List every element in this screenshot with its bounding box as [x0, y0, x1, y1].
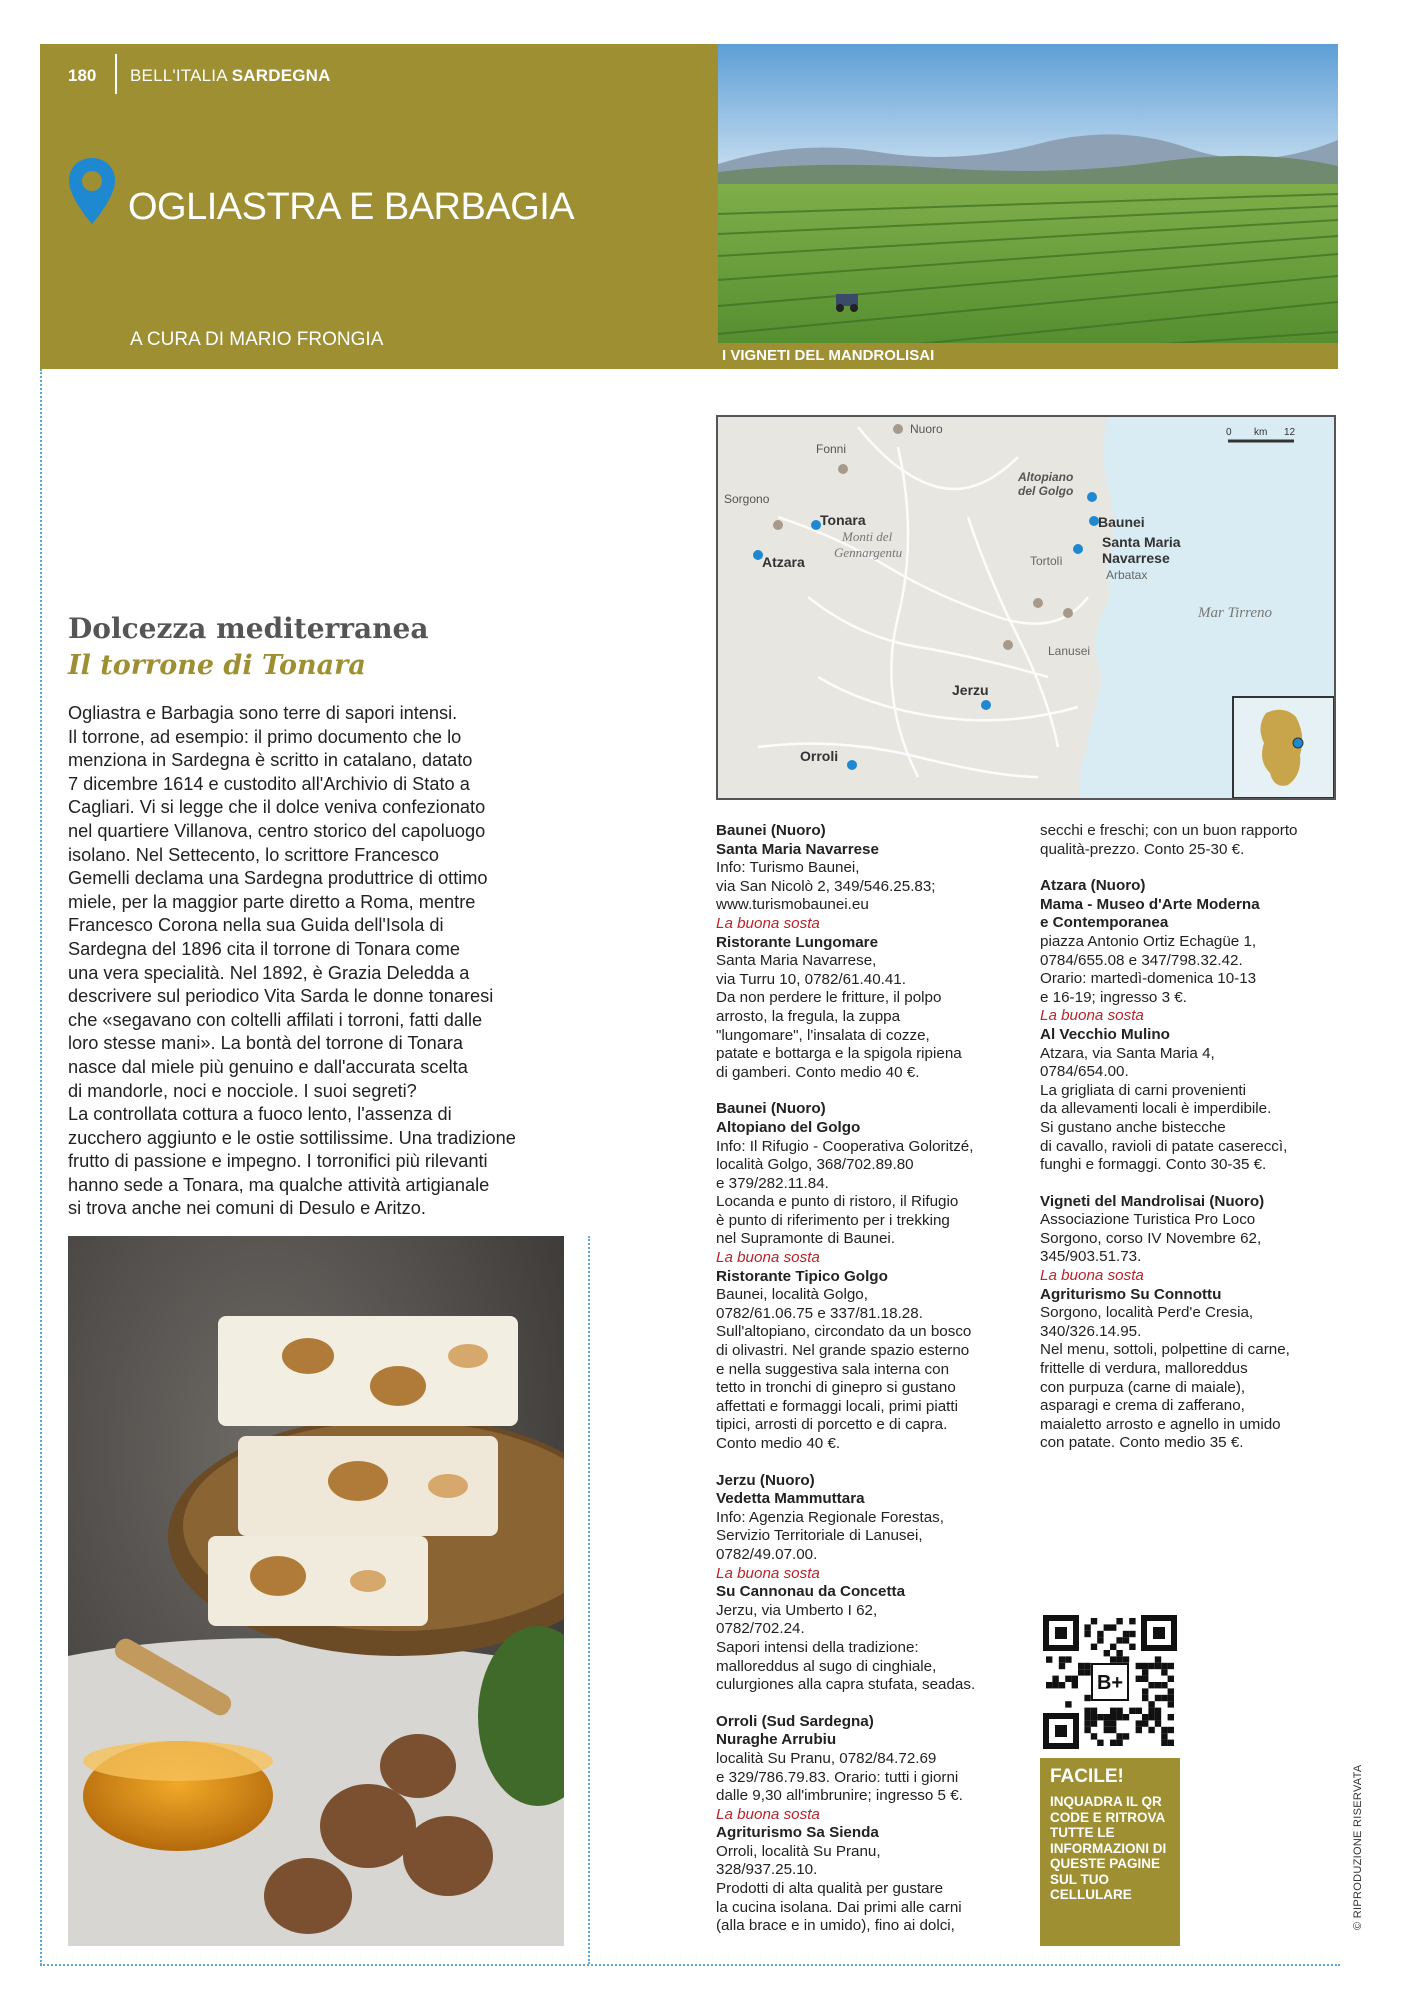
listing-line: Orroli, località Su Pranu,	[716, 1842, 881, 1860]
listing-line: con patate. Conto medio 35 €.	[1040, 1434, 1244, 1452]
listing-line: maialetto arrosto e agnello in umido	[1040, 1415, 1281, 1433]
listing-line: tipici, arrosti di porcetto e di capra.	[716, 1416, 948, 1434]
header-divider	[115, 54, 117, 94]
listing-line: di gamberi. Conto medio 40 €.	[716, 1063, 920, 1081]
article-line: La controllata cottura a fuoco lento, l'assenza di	[68, 1104, 452, 1125]
map-label-sea: Mar Tirreno	[1198, 605, 1273, 621]
listing-line: da allevamenti locali è imperdibile.	[1040, 1100, 1272, 1118]
listing-line: Sorgono, corso IV Novembre 62,	[1040, 1229, 1262, 1247]
listing-gap	[716, 1082, 1026, 1100]
guide-left	[40, 369, 42, 1965]
listing-heading: Nuraghe Arrubiu	[716, 1731, 837, 1749]
listing-line: e 16-19; ingresso 3 €.	[1040, 988, 1187, 1006]
listing-section-label: La buona sosta	[1040, 1267, 1144, 1285]
listing-line: "lungomare", l'insalata di cozze,	[716, 1026, 930, 1044]
map-label-arbatax: Arbatax	[1106, 568, 1148, 582]
map-label-tortoli: Tortolì	[1030, 554, 1063, 568]
listing-line: secchi e freschi; con un buon rapporto	[1040, 822, 1298, 839]
article-body	[68, 702, 588, 1221]
copyright-notice: © RIPRODUZIONE RISERVATA	[1352, 1764, 1364, 1930]
listing-line: Sull'altopiano, circondato da un bosco	[716, 1323, 972, 1341]
listing-line: funghi e formaggi. Conto 30-35 €.	[1040, 1156, 1267, 1174]
listing-gap	[1040, 859, 1340, 877]
qr-callout-title: FACILE!	[1050, 1766, 1124, 1787]
header-band	[40, 44, 718, 369]
listing-line: Nel menu, sottoli, polpettine di carne,	[1040, 1341, 1290, 1359]
map-label-baunei: Baunei	[1098, 514, 1145, 530]
map-label-sorgono: Sorgono	[724, 492, 770, 506]
article-line: frutto di passione e impegno. I torronifici più rilevanti	[68, 1151, 488, 1172]
article-line: Gemelli declama una Sardegna produttrice di ottimo	[68, 868, 488, 889]
article-line: Sardegna del 1896 cita il torrone di Tonara come	[68, 938, 460, 959]
map-label-atzara: Atzara	[762, 554, 805, 570]
listing-column-1	[716, 822, 1026, 1936]
article-title: Dolcezza mediterranea	[68, 612, 429, 645]
listing-line: www.turismobaunei.eu	[716, 896, 869, 914]
guide-photo-right	[588, 1236, 590, 1964]
listing-line: culurgiones alla capra stufata, seadas.	[716, 1676, 976, 1694]
listing-line: Info: Turismo Baunei,	[716, 859, 860, 877]
magazine-title: BELL'ITALIA	[130, 66, 227, 85]
guide-bottom	[40, 1964, 1340, 1966]
listing-line: 345/903.51.73.	[1040, 1248, 1142, 1266]
listing-line: Conto medio 40 €.	[716, 1435, 841, 1452]
listing-line: dalle 9,30 all'imbrunire; ingresso 5 €.	[716, 1787, 963, 1805]
listing-heading: Ristorante Lungomare	[716, 933, 879, 951]
listing-line: Info: Il Rifugio - Cooperativa Goloritzé,	[716, 1137, 974, 1155]
listing-heading: Vigneti del Mandrolisai (Nuoro)	[1040, 1192, 1265, 1210]
listing-line: qualità-prezzo. Conto 25-30 €.	[1040, 840, 1245, 858]
listing-column-2	[1040, 822, 1340, 1453]
article-line: miele, per la maggior parte diretto a Roma, mentre	[68, 891, 476, 912]
listing-line: La grigliata di carni provenienti	[1040, 1081, 1246, 1099]
listing-line: località Su Pranu, 0782/84.72.69	[716, 1749, 937, 1767]
listing-line: 0782/702.24.	[716, 1620, 805, 1638]
listing-heading: Jerzu (Nuoro)	[716, 1471, 815, 1489]
listing-heading: Altopiano del Golgo	[716, 1118, 861, 1136]
article-line: descrivere sul periodico Vita Sarda le donne tonaresi	[68, 986, 494, 1007]
magazine-name	[130, 66, 331, 86]
listing-line: piazza Antonio Ortiz Echagüe 1,	[1040, 932, 1257, 950]
map-label-fonni: Fonni	[816, 442, 847, 456]
listing-line: Jerzu, via Umberto I 62,	[716, 1601, 878, 1619]
listing-line: 340/326.14.95.	[1040, 1322, 1142, 1340]
listing-gap	[1040, 1175, 1340, 1193]
listing-line: di cavallo, ravioli di patate casereccì,	[1040, 1137, 1288, 1155]
listing-line: 0784/654.00.	[1040, 1063, 1129, 1081]
article-line: loro stesse mani». La bontà del torrone di Tonara	[68, 1033, 463, 1054]
listing-line: è punto di riferimento per i trekking	[716, 1211, 950, 1229]
map-label-jerzu: Jerzu	[952, 682, 989, 698]
article-line: Francesco Corona nella sua Guida dell'Isola di	[68, 915, 444, 936]
listing-line: (alla brace e in umido), fino ai dolci,	[716, 1917, 955, 1935]
listing-heading: Al Vecchio Mulino	[1040, 1025, 1170, 1043]
scale-end: 12	[1284, 427, 1296, 438]
qr-code[interactable]	[1040, 1612, 1180, 1752]
map-label-tonara: Tonara	[820, 512, 866, 528]
article-line: Ogliastra e Barbagia sono terre di sapori intensi.	[68, 703, 458, 723]
article-line: Il torrone, ad esempio: il primo documento che lo	[68, 726, 462, 747]
listing-line: 0784/655.08 e 347/798.32.42.	[1040, 951, 1243, 969]
region-title: OGLIASTRA E BARBAGIA	[128, 186, 575, 228]
listing-line: arrosto, la fregula, la zuppa	[716, 1007, 901, 1025]
listing-line: Info: Agenzia Regionale Forestas,	[716, 1508, 944, 1526]
listing-gap	[716, 1695, 1026, 1713]
listing-line: e 329/786.79.83. Orario: tutti i giorni	[716, 1768, 959, 1786]
map-label-orroli: Orroli	[800, 748, 839, 764]
magazine-section: SARDEGNA	[231, 66, 331, 85]
listing-section-label: La buona sosta	[716, 1564, 820, 1582]
listing-line: Da non perdere le fritture, il polpo	[716, 989, 942, 1007]
sardinia-inset	[1233, 697, 1334, 798]
article-line: che «segavano con coltelli affilati i torroni, fatti dalle	[68, 1009, 483, 1030]
listing-line: frittelle di verdura, malloreddus	[1040, 1360, 1248, 1378]
listing-line: la cucina isolana. Dai primi alle carni	[716, 1898, 962, 1916]
listing-line: di olivastri. Nel grande spazio esterno	[716, 1342, 970, 1360]
qr-badge: B+	[1096, 1672, 1124, 1694]
vineyard-photo	[718, 44, 1338, 369]
article-line: nel quartiere Villanova, centro storico del capoluogo	[68, 820, 486, 841]
listing-section-label: La buona sosta	[716, 1249, 820, 1267]
location-pin-icon	[66, 156, 118, 226]
map-label-smn-1: Santa Maria	[1102, 534, 1181, 550]
page-number: 180	[68, 66, 97, 85]
article-line: hanno sede a Tonara, ma qualche attività artigianale	[68, 1174, 490, 1195]
article-line: menziona in Sardegna è scritto in catalano, datato	[68, 750, 473, 771]
photo-caption: I VIGNETI DEL MANDROLISAI	[718, 343, 1338, 369]
listing-heading: Orroli (Sud Sardegna)	[716, 1712, 874, 1730]
listing-section-label: La buona sosta	[716, 1805, 820, 1823]
qr-callout-text: INQUADRA IL QR CODE E RITROVA TUTTE LE INFORMAZIONI DI QUESTE PAGINE SUL TUO CELLULARE	[1050, 1794, 1167, 1902]
listing-line: Associazione Turistica Pro Loco	[1040, 1211, 1256, 1229]
torrone-photo	[68, 1236, 564, 1946]
article-line: una vera specialità. Nel 1892, è Grazia Deledda a	[68, 962, 470, 983]
listing-line: Santa Maria Navarrese,	[716, 952, 877, 970]
listing-line: Si gustano anche bistecche	[1040, 1118, 1226, 1136]
listing-section-label: La buona sosta	[1040, 1007, 1144, 1025]
listing-section-label: La buona sosta	[716, 914, 820, 932]
listing-line: Sapori intensi della tradizione:	[716, 1638, 919, 1656]
listing-line: e nella suggestiva sala interna con	[716, 1360, 950, 1378]
listing-line: località Golgo, 368/702.89.80	[716, 1156, 914, 1174]
listing-heading: Santa Maria Navarrese	[716, 840, 879, 858]
listing-heading: Agriturismo Sa Sienda	[716, 1824, 879, 1842]
listing-line: via San Nicolò 2, 349/546.25.83;	[716, 877, 936, 895]
article-line: Cagliari. Vi si legge che il dolce veniva confezionato	[68, 797, 486, 818]
article-line: nasce dal miele più genuino e dall'accurata scelta	[68, 1056, 468, 1077]
listing-heading: Baunei (Nuoro)	[716, 822, 826, 839]
listing-line: malloreddus al sugo di cinghiale,	[716, 1657, 937, 1675]
listing-heading: Mama - Museo d'Arte Moderna	[1040, 895, 1260, 913]
listing-line: con purpuza (carne di maiale),	[1040, 1378, 1246, 1396]
listing-heading: Ristorante Tipico Golgo	[716, 1267, 888, 1285]
listing-line: Atzara, via Santa Maria 4,	[1040, 1044, 1215, 1062]
article-line: isolano. Nel Settecento, lo scrittore Francesco	[68, 844, 439, 865]
listing-line: tetto in tronchi di ginepro si gustano	[716, 1379, 956, 1397]
listing-line: 0782/49.07.00.	[716, 1545, 818, 1563]
listing-line: via Turru 10, 0782/61.40.41.	[716, 970, 906, 988]
listing-line: asparagi e crema di zafferano,	[1040, 1397, 1245, 1415]
scale-unit: km	[1254, 427, 1268, 438]
listing-line: 0782/61.06.75 e 337/81.18.28.	[716, 1304, 923, 1322]
listing-gap	[716, 1454, 1026, 1472]
article-line: si trova anche nei comuni di Desulo e Aritzo.	[68, 1198, 426, 1219]
listing-heading: e Contemporanea	[1040, 914, 1169, 932]
article-line: di mandorle, noci e nocciole. I suoi segreti?	[68, 1080, 417, 1101]
map-label-monti-1: Monti del	[842, 529, 893, 544]
listing-line: patate e bottarga e la spigola ripiena	[716, 1045, 962, 1063]
author-credit: A CURA DI MARIO FRONGIA	[130, 329, 384, 350]
map-label-smn-2: Navarrese	[1102, 550, 1170, 566]
map-label-monti-2: Gennargentu	[834, 545, 903, 560]
listing-line: nel Supramonte di Baunei.	[716, 1230, 895, 1248]
listing-heading: Su Cannonau da Concetta	[716, 1583, 906, 1601]
article-subtitle: Il torrone di Tonara	[68, 650, 366, 681]
area-map	[716, 415, 1336, 800]
article-line: 7 dicembre 1614 e custodito all'Archivio di Stato a	[68, 773, 470, 794]
map-label-altopiano-1: Altopiano	[1018, 470, 1074, 484]
listing-line: Sorgono, località Perd'e Cresia,	[1040, 1304, 1254, 1322]
listing-line: Prodotti di alta qualità per gustare	[716, 1880, 944, 1898]
qr-callout	[1040, 1758, 1180, 1946]
listing-line: Locanda e punto di ristoro, il Rifugio	[716, 1193, 959, 1211]
listing-heading: Atzara (Nuoro)	[1040, 877, 1146, 895]
map-label-nuoro: Nuoro	[910, 422, 943, 436]
listing-line: e 379/282.11.84.	[716, 1174, 829, 1192]
listing-heading: Baunei (Nuoro)	[716, 1100, 826, 1118]
map-label-altopiano-2: del Golgo	[1018, 484, 1074, 498]
listing-line: Orario: martedì-domenica 10-13	[1040, 970, 1257, 988]
listing-heading: Agriturismo Su Connottu	[1040, 1285, 1222, 1303]
listing-heading: Vedetta Mammuttara	[716, 1490, 865, 1508]
map-label-lanusei: Lanusei	[1048, 644, 1091, 658]
article-line: zucchero aggiunto e le ostie sottilissime. Una tradizione	[68, 1127, 516, 1148]
listing-line: affettati e formaggi locali, primi piatti	[716, 1397, 958, 1415]
listing-line: Servizio Territoriale di Lanusei,	[716, 1527, 923, 1545]
scale-start: 0	[1226, 427, 1232, 438]
listing-line: Baunei, località Golgo,	[716, 1286, 868, 1304]
listing-line: 328/937.25.10.	[716, 1861, 818, 1879]
